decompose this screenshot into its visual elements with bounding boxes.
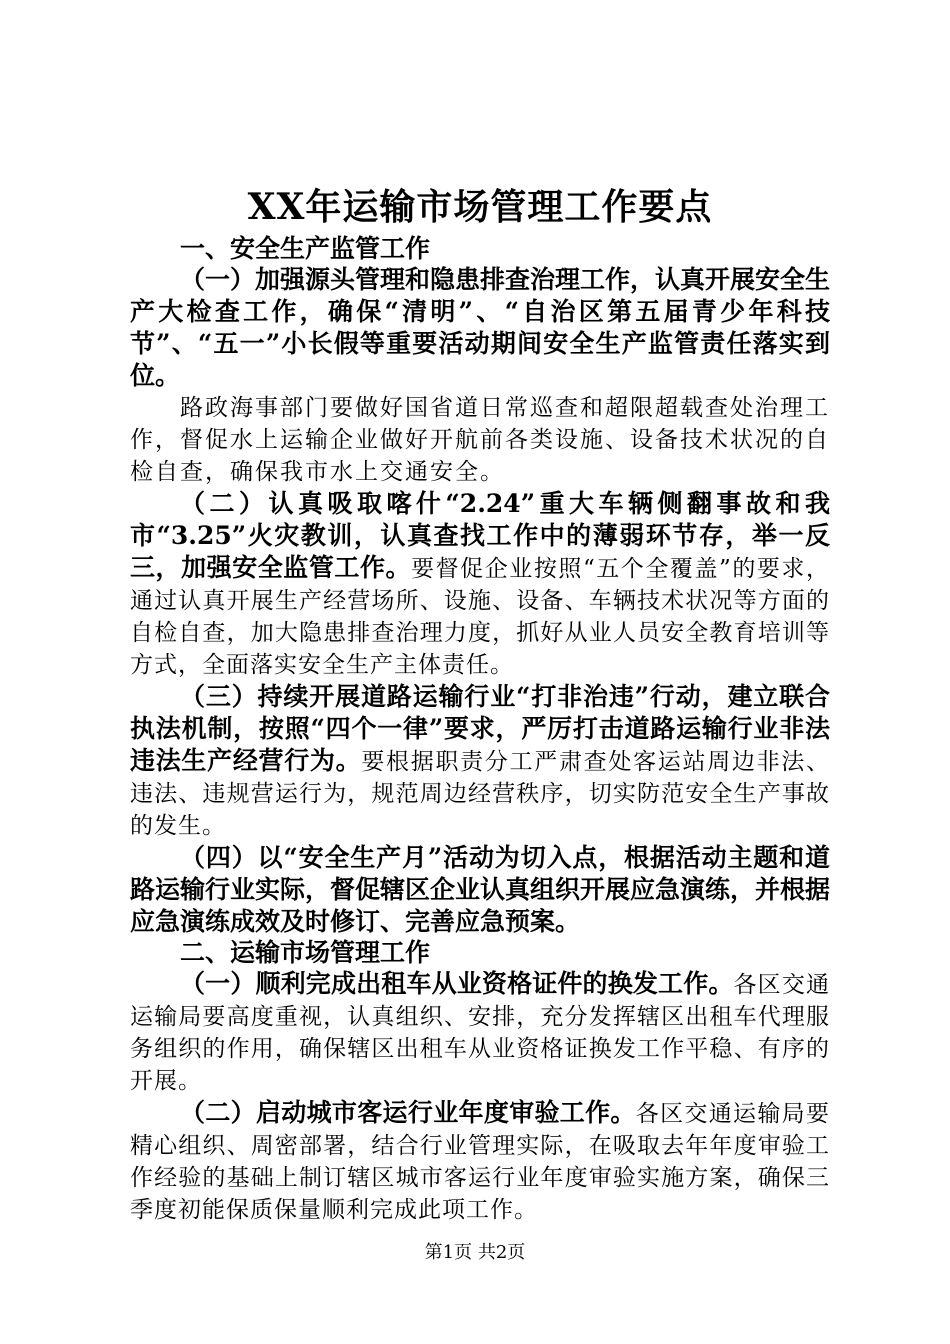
section-heading: 二、运输市场管理工作 bbox=[180, 938, 431, 967]
paragraph-lead: （二）启动城市客运行业年度审验工作。 bbox=[180, 1098, 636, 1127]
paragraph: 路政海事部门要做好国省道日常巡查和超限超载查处治理工作，督促水上运输企业做好开航前各类设施、设备技术状况的自检自查，确保我市水上交通安全。 bbox=[130, 395, 830, 485]
page-footer: 第1页 共2页 bbox=[424, 1242, 526, 1263]
document-title: XX年运输市场管理工作要点 bbox=[247, 186, 713, 228]
document-page bbox=[130, 182, 830, 1226]
paragraph bbox=[130, 842, 830, 938]
paragraph-body: 各区交通运输局要高度重视，认真组织、安排，充分发挥辖区出租车代理服务组织的作用，确保辖区出租车从业资格证换发工作平稳、有序的开展。 bbox=[130, 972, 830, 1094]
paragraph-lead: （一）加强源头管理和隐患排查治理工作，认真开展安全生产大检查工作，确保“清明”、“自治区第五届青少年科技节”、“五一”小长假等重要活动期间安全生产监管责任落实到位。 bbox=[130, 265, 831, 390]
paragraph-lead: （四）以“安全生产月”活动为切入点，根据活动主题和道路运输行业实际，督促辖区企业认真组织开展应急演练，并根据应急演练成效及时修订、完善应急预案。 bbox=[130, 843, 831, 936]
paragraph-body: 要督促企业按照“五个全覆盖”的要求，通过认真开展生产经营场所、设施、设备、车辆技术状况等方面的自检自查，加大隐患排查治理力度，抓好从业人员安全教育培训等方式，全面落实安全生产主体责任。 bbox=[130, 556, 830, 678]
paragraph bbox=[130, 681, 830, 842]
paragraph-lead: （二）认真吸取喀什“2.24”重大车辆侧翻事故和我市“3.25”火灾教训，认真查找工作中的薄弱环节存，举一反三，加强安全监管工作。 bbox=[130, 489, 830, 582]
paragraph bbox=[130, 488, 830, 681]
paragraph bbox=[130, 1097, 830, 1226]
section-heading: 一、安全生产监管工作 bbox=[180, 234, 431, 263]
paragraph-body: 要根据职责分工严肃查处客运站周边非法、违法、违规营运行为，规范周边经营秩序，切实防范安全生产事故的发生。 bbox=[130, 749, 830, 839]
paragraph bbox=[130, 264, 830, 392]
paragraph bbox=[130, 968, 830, 1097]
paragraph-lead: （三）持续开展道路运输行业“打非治违”行动，建立联合执法机制，按照“四个一律”要求，严厉打击道路运输行业非法违法生产经营行为。 bbox=[130, 682, 830, 775]
paragraph-body: 各区交通运输局要精心组织、周密部署，结合行业管理实际，在吸取去年年度审验工作经验的基础上制订辖区城市客运行业年度审验实施方案，确保三季度初能保质保量顺利完成此项工作。 bbox=[130, 1101, 831, 1223]
paragraph-lead: （一）顺利完成出租车从业资格证件的换发工作。 bbox=[180, 969, 734, 998]
